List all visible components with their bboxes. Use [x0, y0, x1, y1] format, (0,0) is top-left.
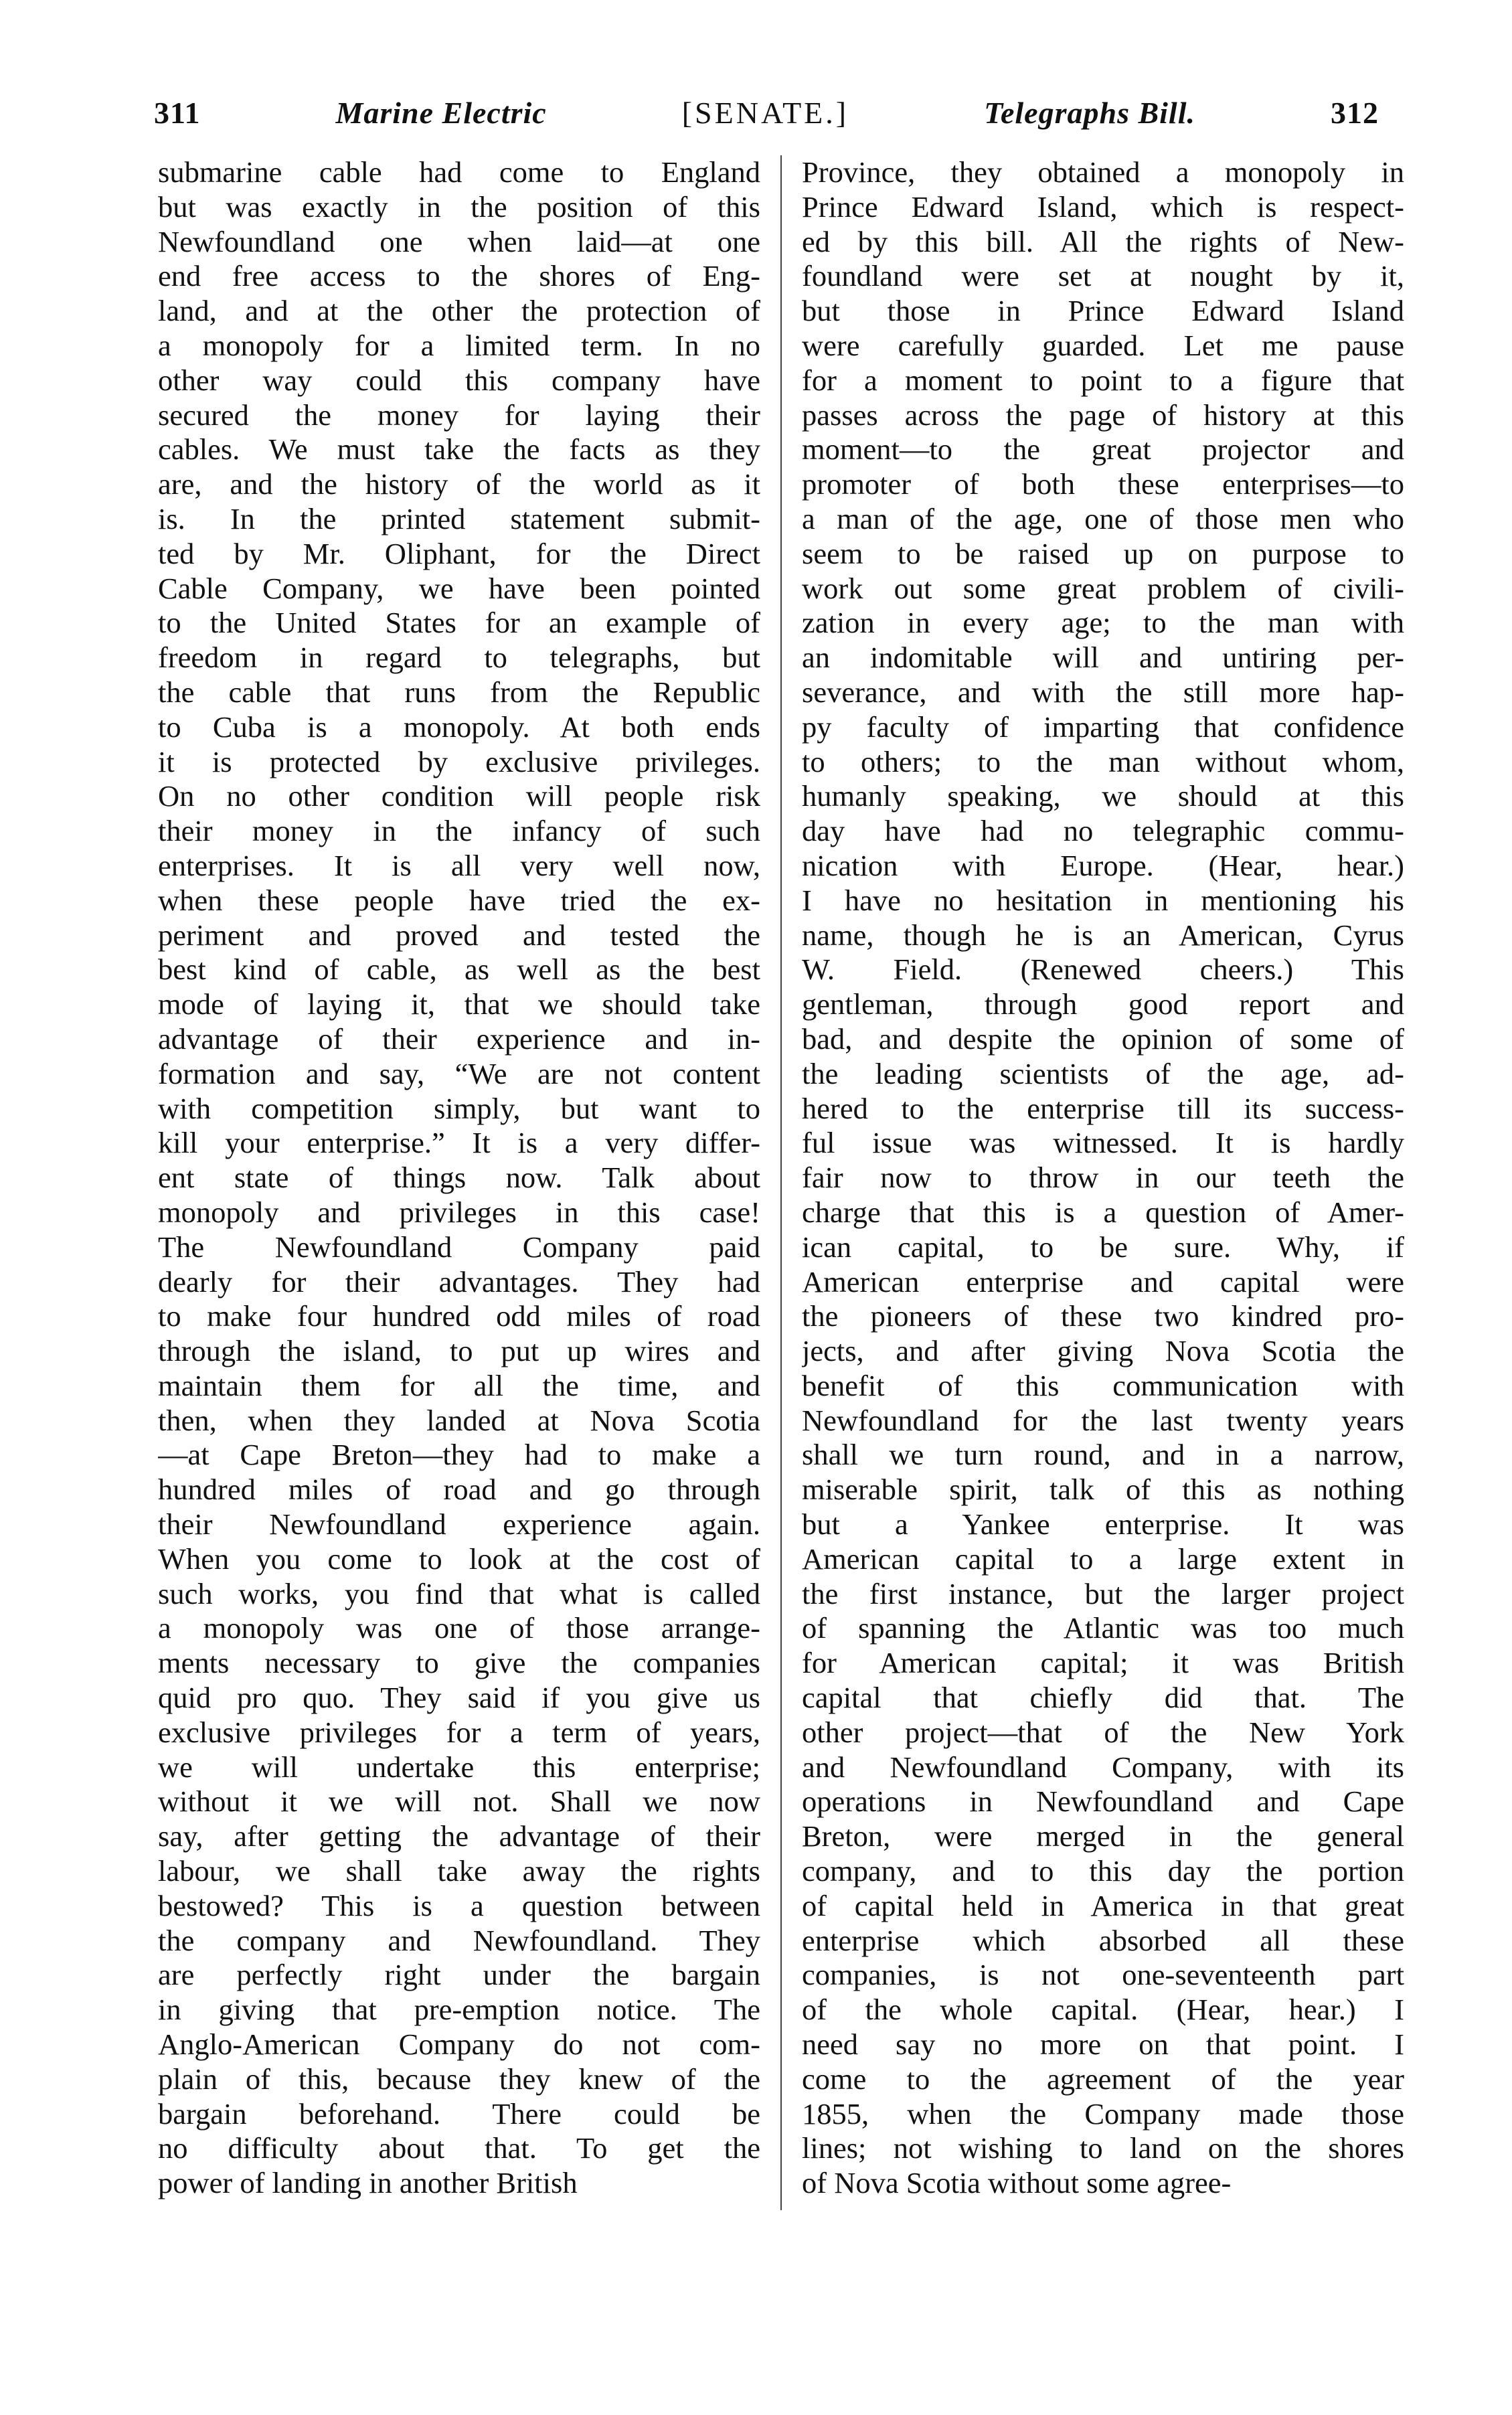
text-line: but those in Prince Edward Island — [802, 294, 1404, 328]
text-line: zation in every age; to the man with — [802, 606, 1404, 640]
text-line: and Newfoundland Company, with its — [802, 1750, 1404, 1784]
text-line: are, and the history of the world as it — [158, 467, 760, 501]
text-line: come to the agreement of the year — [802, 2062, 1404, 2096]
text-line: end free access to the shores of Eng- — [158, 259, 760, 293]
text-line: miserable spirit, talk of this as nothing — [802, 1473, 1404, 1507]
text-line: operations in Newfoundland and Cape — [802, 1784, 1404, 1819]
left-page-number: 311 — [154, 95, 201, 130]
text-line: freedom in regard to telegraphs, but — [158, 641, 760, 675]
text-line: —at Cape Breton—they had to make a — [158, 1438, 760, 1472]
text-line: of the whole capital. (Hear, hear.) I — [802, 1993, 1404, 2027]
text-line: periment and proved and tested the — [158, 918, 760, 952]
text-line: say, after getting the advantage of their — [158, 1819, 760, 1853]
text-line: enterprises. It is all very well now, — [158, 848, 760, 882]
text-line: the leading scientists of the age, ad- — [802, 1056, 1404, 1090]
text-line: dearly for their advantages. They had — [158, 1264, 760, 1299]
text-line: severance, and with the still more hap- — [802, 675, 1404, 709]
text-line: the cable that runs from the Republic — [158, 675, 760, 709]
text-line: land, and at the other the protection of — [158, 294, 760, 328]
text-line: shall we turn round, and in a narrow, — [802, 1438, 1404, 1472]
text-line: gentleman, through good report and — [802, 987, 1404, 1021]
text-line: py faculty of imparting that confidence — [802, 710, 1404, 744]
text-line: ments necessary to give the companies — [158, 1646, 760, 1680]
text-line: with competition simply, but want to — [158, 1091, 760, 1125]
text-line: maintain them for all the time, and — [158, 1368, 760, 1402]
text-line: were carefully guarded. Let me pause — [802, 328, 1404, 362]
text-line: are perfectly right under the bargain — [158, 1958, 760, 1992]
text-line: kill your enterprise.” It is a very differ- — [158, 1126, 760, 1160]
text-line: other way could this company have — [158, 363, 760, 397]
text-line: power of landing in another British — [158, 2166, 578, 2200]
text-line: When you come to look at the cost of — [158, 1542, 760, 1576]
text-line: Newfoundland for the last twenty years — [802, 1403, 1404, 1437]
text-line: passes across the page of history at this — [802, 398, 1404, 432]
text-line: but a Yankee enterprise. It was — [802, 1507, 1404, 1542]
text-line: Province, they obtained a monopoly in — [802, 155, 1404, 189]
text-line: it is protected by exclusive privileges. — [158, 744, 760, 778]
text-line: the first instance, but the larger project — [802, 1576, 1404, 1610]
left-column — [158, 155, 760, 2201]
text-line: submarine cable had come to England — [158, 155, 760, 189]
text-line: companies, is not one-seventeenth part — [802, 1958, 1404, 1992]
text-line: hered to the enterprise till its success- — [802, 1091, 1404, 1125]
text-line: need say no more on that point. I — [802, 2027, 1404, 2062]
text-line: best kind of cable, as well as the best — [158, 952, 760, 987]
text-line: then, when they landed at Nova Scotia — [158, 1403, 760, 1437]
text-line: ful issue was witnessed. It is hardly — [802, 1126, 1404, 1160]
text-line: exclusive privileges for a term of years, — [158, 1715, 760, 1749]
text-line: no difficulty about that. To get the — [158, 2131, 760, 2165]
text-line: moment—to the great projector and — [802, 432, 1404, 467]
running-header — [154, 86, 1379, 139]
text-line: day have had no telegraphic commu- — [802, 814, 1404, 848]
text-line: when these people have tried the ex- — [158, 883, 760, 917]
left-running-title: Marine Electric — [335, 95, 547, 130]
text-line: enterprise which absorbed all these — [802, 1923, 1404, 1957]
text-line: to Cuba is a monopoly. At both ends — [158, 710, 760, 744]
text-line: fair now to throw in our teeth the — [802, 1161, 1404, 1195]
text-line: Cable Company, we have been pointed — [158, 571, 760, 605]
text-line: American enterprise and capital were — [802, 1264, 1404, 1299]
text-line: hundred miles of road and go through — [158, 1473, 760, 1507]
text-line: of Nova Scotia without some agree- — [802, 2166, 1232, 2200]
text-line: advantage of their experience and in- — [158, 1021, 760, 1056]
text-line: their money in the infancy of such — [158, 814, 760, 848]
text-line: other project—that of the New York — [802, 1715, 1404, 1749]
text-line: of capital held in America in that great — [802, 1888, 1404, 1922]
text-line: but was exactly in the position of this — [158, 189, 760, 224]
text-line: ted by Mr. Oliphant, for the Direct — [158, 536, 760, 570]
text-line: American capital to a large extent in — [802, 1542, 1404, 1576]
text-line: to others; to the man without whom, — [802, 744, 1404, 778]
text-line: to make four hundred odd miles of road — [158, 1299, 760, 1333]
text-line: plain of this, because they knew of the — [158, 2062, 760, 2096]
text-line: for American capital; it was British — [802, 1646, 1404, 1680]
text-line: formation and say, “We are not content — [158, 1056, 760, 1090]
text-line: bargain beforehand. There could be — [158, 2096, 760, 2131]
text-line: mode of laying it, that we should take — [158, 987, 760, 1021]
text-line: foundland were set at nought by it, — [802, 259, 1404, 293]
text-line: company, and to this day the portion — [802, 1854, 1404, 1888]
right-running-title: Telegraphs Bill. — [984, 95, 1195, 130]
text-line: the pioneers of these two kindred pro- — [802, 1299, 1404, 1333]
text-line: through the island, to put up wires and — [158, 1334, 760, 1368]
text-line: is. In the printed statement submit- — [158, 501, 760, 535]
text-line: quid pro quo. They said if you give us — [158, 1681, 760, 1715]
text-line: Newfoundland one when laid—at one — [158, 224, 760, 258]
text-line: Breton, were merged in the general — [802, 1819, 1404, 1853]
text-line: 1855, when the Company made those — [802, 2096, 1404, 2131]
text-line: ican capital, to be sure. Why, if — [802, 1230, 1404, 1264]
text-line: cables. We must take the facts as they — [158, 432, 760, 467]
text-line: benefit of this communication with — [802, 1368, 1404, 1402]
text-line: W. Field. (Renewed cheers.) This — [802, 952, 1404, 987]
text-line: jects, and after giving Nova Scotia the — [802, 1334, 1404, 1368]
house-label: [SENATE.] — [681, 95, 849, 130]
text-line: labour, we shall take away the rights — [158, 1854, 760, 1888]
column-divider — [780, 155, 782, 2210]
text-line: lines; not wishing to land on the shores — [802, 2131, 1404, 2165]
text-line: work out some great problem of civili- — [802, 571, 1404, 605]
text-line: monopoly and privileges in this case! — [158, 1195, 760, 1229]
text-line: bad, and despite the opinion of some of — [802, 1021, 1404, 1056]
text-line: a man of the age, one of those men who — [802, 501, 1404, 535]
text-line: bestowed? This is a question between — [158, 1888, 760, 1922]
text-line: without it we will not. Shall we now — [158, 1784, 760, 1819]
text-line: in giving that pre-emption notice. The — [158, 1993, 760, 2027]
text-line: such works, you find that what is called — [158, 1576, 760, 1610]
text-line: charge that this is a question of Amer- — [802, 1195, 1404, 1229]
text-line: capital that chiefly did that. The — [802, 1681, 1404, 1715]
text-line: ent state of things now. Talk about — [158, 1161, 760, 1195]
text-line: humanly speaking, we should at this — [802, 779, 1404, 813]
text-line: an indomitable will and untiring per- — [802, 641, 1404, 675]
text-line: for a moment to point to a figure that — [802, 363, 1404, 397]
text-line: name, though he is an American, Cyrus — [802, 918, 1404, 952]
text-line: I have no hesitation in mentioning his — [802, 883, 1404, 917]
text-line: we will undertake this enterprise; — [158, 1750, 760, 1784]
text-line: Prince Edward Island, which is respect- — [802, 189, 1404, 224]
text-line: promoter of both these enterprises—to — [802, 467, 1404, 501]
text-line: a monopoly was one of those arrange- — [158, 1611, 760, 1645]
text-line: of spanning the Atlantic was too much — [802, 1611, 1404, 1645]
text-line: to the United States for an example of — [158, 606, 760, 640]
text-line: nication with Europe. (Hear, hear.) — [802, 848, 1404, 882]
text-line: the company and Newfoundland. They — [158, 1923, 760, 1957]
text-line: seem to be raised up on purpose to — [802, 536, 1404, 570]
text-line: ed by this bill. All the rights of New- — [802, 224, 1404, 258]
right-column — [802, 155, 1404, 2201]
right-page-number: 312 — [1331, 95, 1379, 130]
text-line: On no other condition will people risk — [158, 779, 760, 813]
text-line: their Newfoundland experience again. — [158, 1507, 760, 1542]
text-line: secured the money for laying their — [158, 398, 760, 432]
text-line: Anglo-American Company do not com- — [158, 2027, 760, 2062]
text-line: a monopoly for a limited term. In no — [158, 328, 760, 362]
text-line: The Newfoundland Company paid — [158, 1230, 760, 1264]
